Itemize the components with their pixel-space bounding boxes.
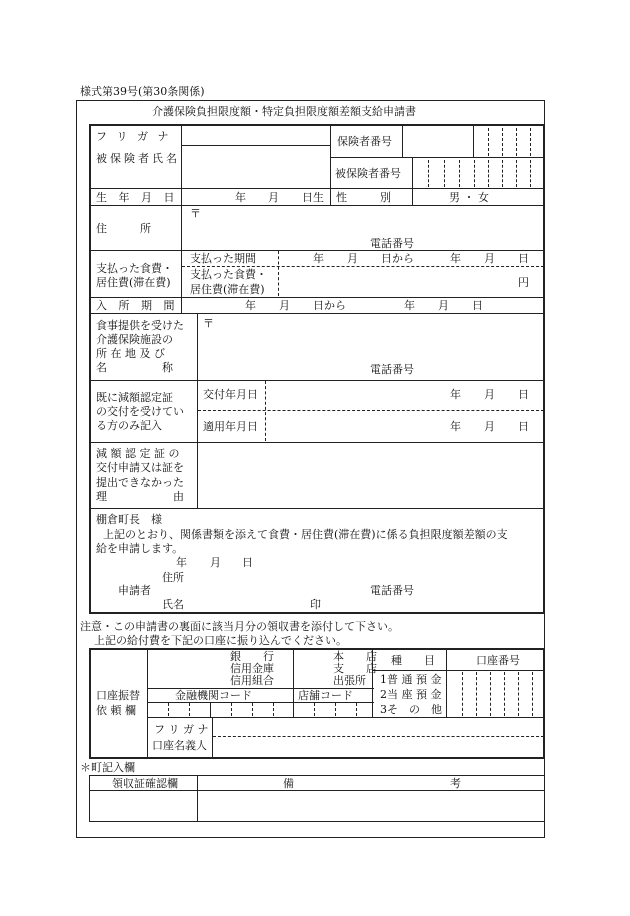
account-type-label: 種 目	[391, 654, 435, 667]
account-type-1[interactable]: 1普 通 預 金	[380, 673, 442, 686]
remarks-label-1: 備	[283, 777, 294, 790]
bank-section-label-2: 依 頼 欄	[96, 704, 136, 717]
birth-day: 日生	[302, 191, 324, 204]
reason-label-1: 減 額 認 定 証 の	[96, 447, 180, 460]
seal-mark: 印	[310, 598, 321, 611]
reason-label-4: 理 由	[96, 490, 184, 503]
admission-year2: 年	[404, 299, 415, 312]
branch-sub: 出張所	[333, 674, 366, 687]
bank-section-label-1: 口座振替	[96, 689, 140, 702]
reason-label-2: 交付申請又は証を	[96, 461, 184, 474]
reason-input[interactable]	[199, 444, 543, 506]
issue-day: 日	[518, 388, 529, 401]
note-line-1: 注意・この申請書の裏面に該当月分の領収書を添付して下さい。	[80, 620, 399, 633]
address-phone-label: 電話番号	[370, 237, 414, 250]
payment-period-day2: 日	[518, 252, 529, 265]
insured-name-label: 被保険者氏名	[96, 152, 180, 165]
facility-label-1: 食事提供を受けた	[96, 319, 184, 332]
admission-month2: 月	[438, 299, 449, 312]
insured-number-label: 被保険者番号	[335, 167, 401, 180]
facility-postal-mark: 〒	[203, 317, 214, 330]
birth-month: 月	[268, 191, 279, 204]
decl-phone-label: 電話番号	[370, 584, 414, 597]
form-title: 介護保険負担限度額・特定負担限度額差額支給申請書	[152, 105, 416, 118]
address-postal-mark: 〒	[190, 207, 201, 220]
issue-date-label: 交付年月日	[203, 388, 258, 401]
insurer-number-label: 保険者番号	[337, 135, 392, 148]
bank-type-kumiai: 信用組合	[230, 674, 274, 687]
holder-name-label: 口座名義人	[152, 739, 207, 752]
issue-year: 年	[450, 388, 461, 401]
payment-amount-label-2: 居住費(滞在費)	[190, 283, 265, 296]
birth-year: 年	[235, 191, 246, 204]
address-label: 住 所	[96, 222, 151, 235]
cert-label-1: 既に減額認定証	[96, 391, 173, 404]
bank-type-shinkin: 信用金庫	[230, 662, 274, 675]
decl-year: 年	[176, 556, 187, 569]
payment-period-month2: 月	[484, 252, 495, 265]
cert-label-2: の交付を受けてい	[96, 405, 184, 418]
sex-options[interactable]: 男 ・ 女	[449, 191, 489, 204]
admission-from: 日から	[313, 299, 346, 312]
insured-name-input[interactable]	[183, 147, 329, 187]
furigana-input[interactable]	[183, 127, 329, 144]
admission-label: 入 所 期 間	[96, 299, 179, 312]
payment-period-month: 月	[347, 252, 358, 265]
addressee: 棚倉町長 様	[96, 513, 162, 526]
payment-label-2: 居住費(滞在費)	[96, 276, 171, 289]
applicant-label: 申請者	[118, 584, 151, 597]
facility-label-3: 所 在 地 及 び	[96, 347, 165, 360]
institution-code-label: 金融機関コード	[175, 689, 252, 702]
decl-month: 月	[210, 556, 221, 569]
apply-date-label: 適用年月日	[203, 420, 258, 433]
payment-period-year: 年	[313, 252, 324, 265]
bank-type-bank: 銀 行	[230, 650, 274, 663]
decl-address-label: 住所	[162, 571, 184, 584]
payment-period-label: 支払った期間	[190, 252, 256, 265]
account-type-2[interactable]: 2当 座 預 金	[380, 688, 442, 701]
facility-phone-label: 電話番号	[370, 363, 414, 376]
branch-branch: 支 店	[333, 662, 377, 675]
branch-head: 本 店	[333, 650, 377, 663]
town-heading: ＊町記入欄	[80, 761, 135, 774]
apply-day: 日	[518, 420, 529, 433]
payment-label-1: 支払った食費・	[96, 262, 173, 275]
payment-period-from: 日から	[381, 252, 414, 265]
cert-label-3: る方のみ記入	[96, 419, 162, 432]
payment-period-year2: 年	[450, 252, 461, 265]
decl-day: 日	[242, 556, 253, 569]
account-type-3[interactable]: 3そ の 他	[380, 703, 442, 716]
remarks-label-2: 考	[450, 777, 461, 790]
decl-name-label: 氏名	[162, 598, 184, 611]
receipt-check-label: 領収証確認欄	[112, 777, 178, 790]
payment-amount-label-1: 支払った食費・	[190, 268, 267, 281]
birth-label: 生 年 月 日	[96, 191, 179, 204]
declaration-line-2: 給を申請します。	[96, 542, 184, 555]
yen-unit: 円	[518, 276, 529, 289]
furigana-label: フ リ ガ ナ	[96, 130, 172, 143]
form-number: 様式第39号(第30条関係)	[80, 85, 205, 98]
admission-day2: 日	[472, 299, 483, 312]
issue-month: 月	[484, 388, 495, 401]
declaration-line-1: 上記のとおり、関係書類を添えて食費・居住費(滞在費)に係る負担限度額差額の支	[103, 528, 508, 541]
holder-furigana-label: フ リ ガ ナ	[154, 723, 209, 736]
account-number-label: 口座番号	[476, 654, 520, 667]
branch-code-label: 店舗コード	[298, 689, 353, 702]
facility-label-2: 介護保険施設の	[96, 333, 173, 346]
apply-month: 月	[484, 420, 495, 433]
sex-label: 性 別	[336, 191, 391, 204]
reason-label-3: 提出できなかった	[96, 476, 184, 489]
note-line-2: 上記の給付費を下記の口座に振り込んでください。	[94, 634, 347, 647]
facility-label-4: 名 称	[96, 361, 173, 374]
admission-month: 月	[279, 299, 290, 312]
apply-year: 年	[450, 420, 461, 433]
admission-year: 年	[245, 299, 256, 312]
